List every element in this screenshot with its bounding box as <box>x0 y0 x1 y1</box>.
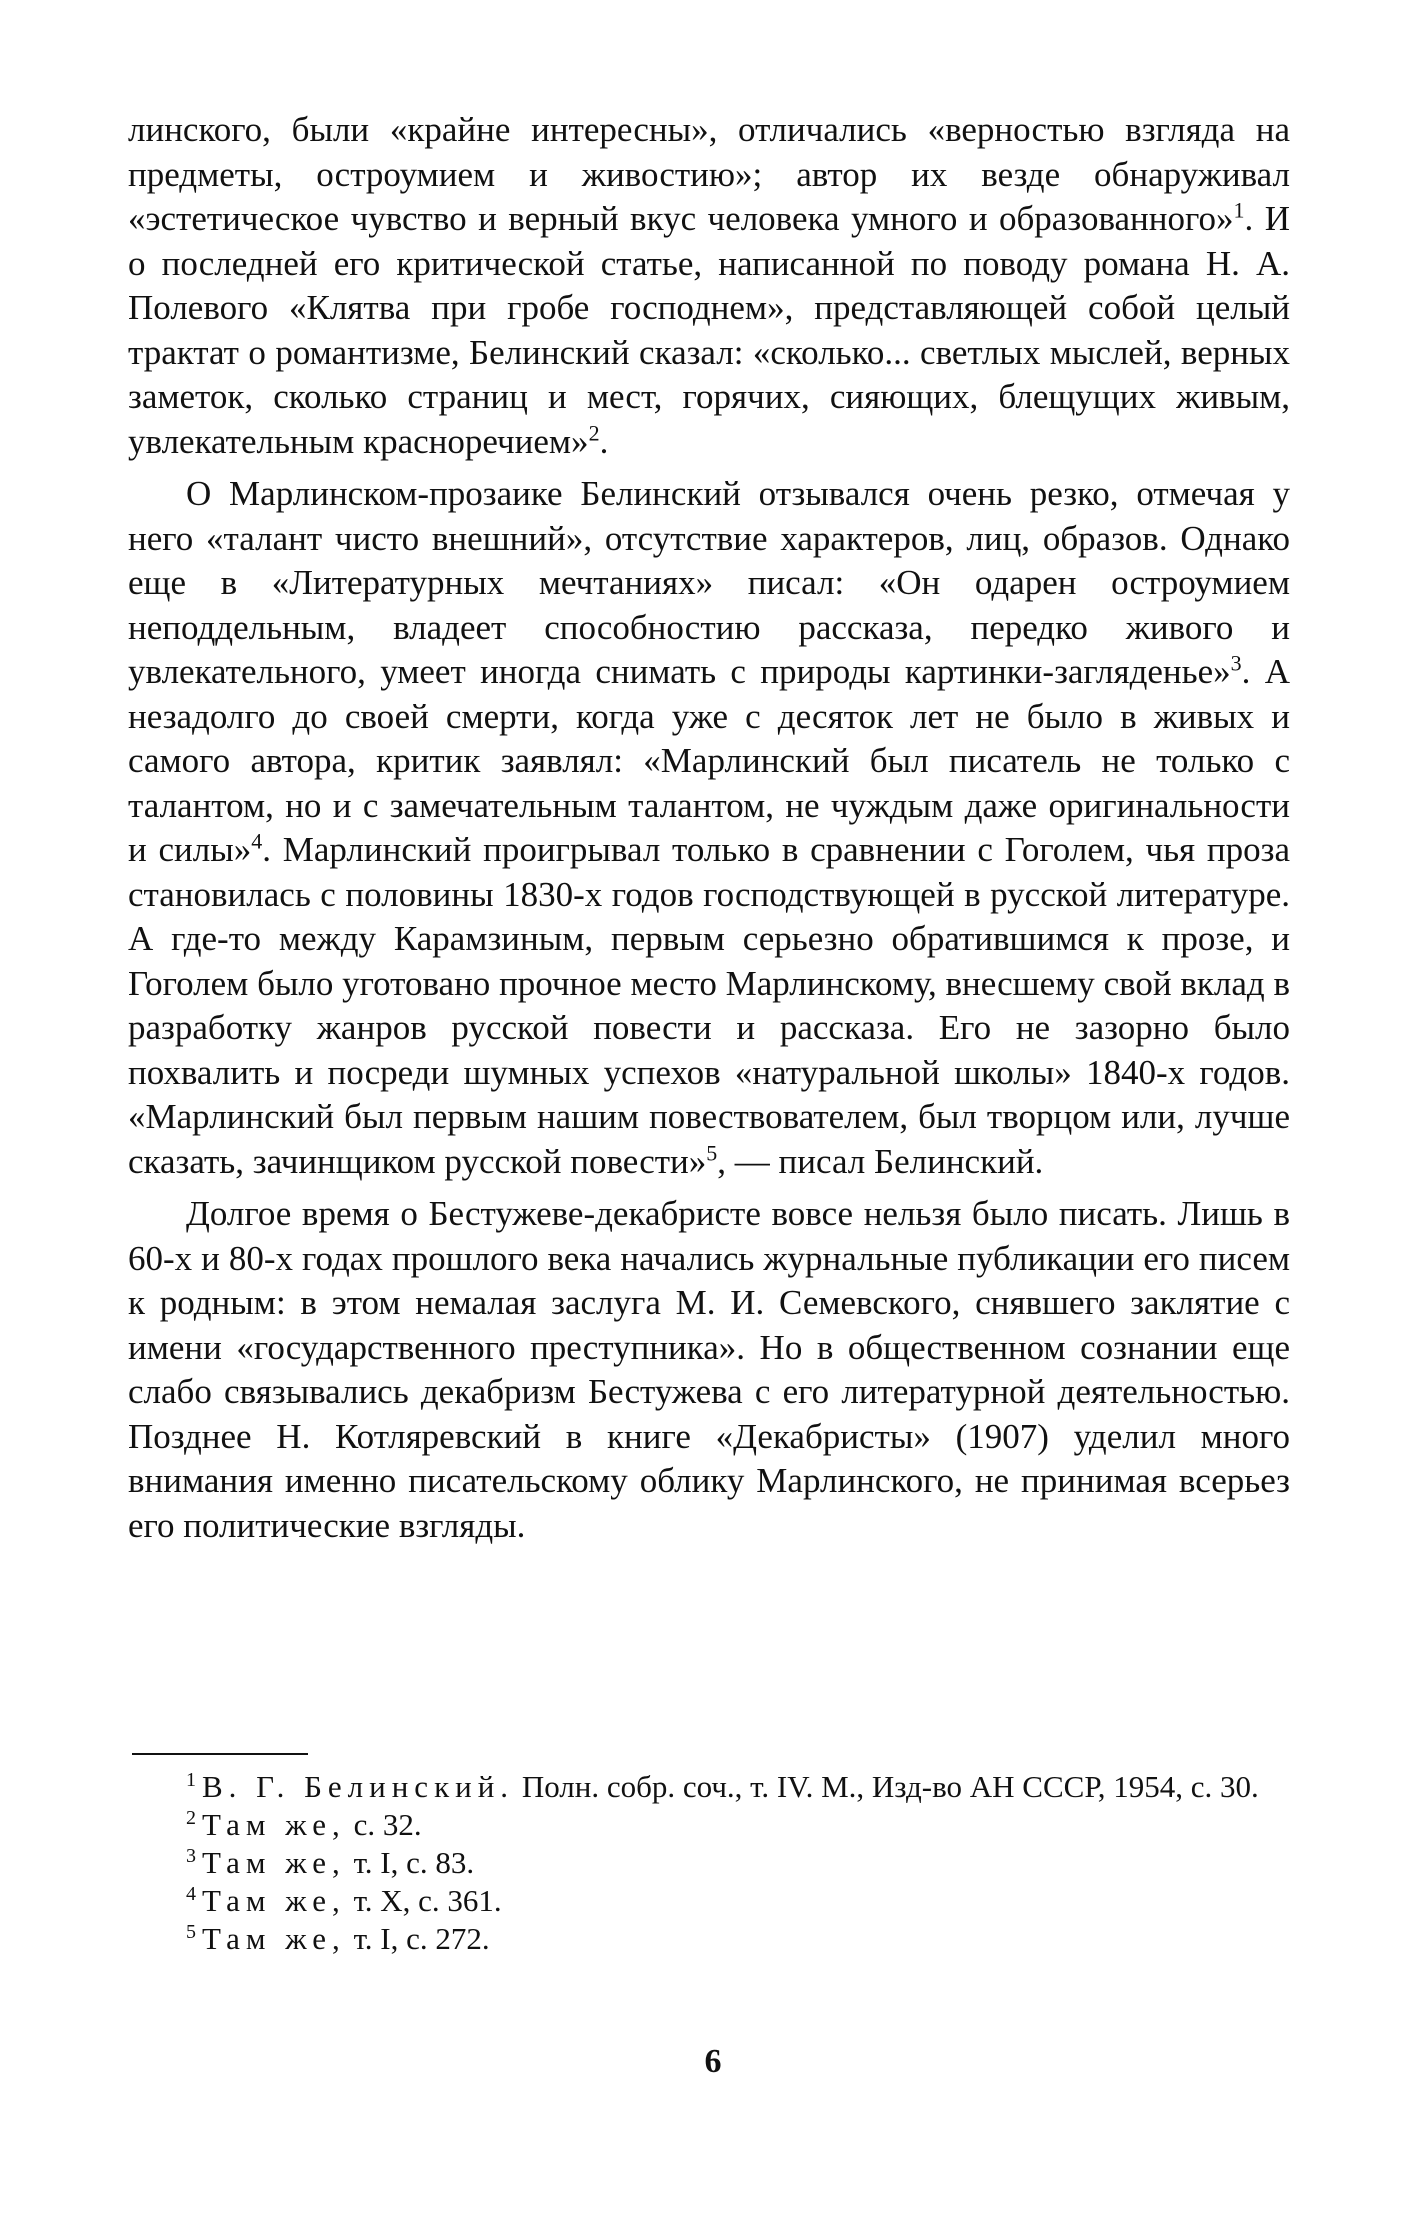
footnote-ibid: Там же, <box>202 1807 346 1842</box>
paragraph-text: линского, были «крайне интересны», отличались «верностью взгляда на предметы, остроумием и живостию»; автор их везде обнаруживал «эстетическое чувство и верный вкус человека умного и образованного» <box>128 110 1290 238</box>
footnote-ibid: Там же, <box>202 1921 346 1956</box>
footnote-text: Полн. собр. соч., т. IV. М., Изд-во АН СССР, 1954, с. 30. <box>514 1769 1259 1804</box>
paragraph-text: . <box>599 421 609 461</box>
main-text <box>128 108 1290 1548</box>
footnote-4 <box>128 1882 1290 1920</box>
footnote-author: В. Г. Белинский. <box>202 1769 515 1804</box>
footnote-1 <box>128 1768 1290 1806</box>
footnote-text: т. I, с. 83. <box>345 1845 475 1880</box>
footnote-ibid: Там же, <box>202 1883 346 1918</box>
footnote-5 <box>128 1920 1290 1958</box>
footnote-number: 3 <box>186 1844 196 1867</box>
footnote-text: т. X, с. 361. <box>345 1883 502 1918</box>
footnote-ref-3: 3 <box>1230 650 1242 676</box>
footnote-number: 4 <box>186 1882 196 1905</box>
footnote-number: 1 <box>186 1768 196 1791</box>
paragraph-2 <box>128 472 1290 1184</box>
footnote-number: 2 <box>186 1806 196 1829</box>
paragraph-text: О Марлинском-прозаике Белинский отзывался очень резко, отмечая у него «талант чисто внешний», отсутствие характеров, лиц, образов. Однако еще в «Литературных мечтаниях» писал: «Он одарен остроумием неподдельным, владеет способностию рассказа, передко живого и увлекательного, умеет иногда снимать с природы картинки-загляденье» <box>128 474 1290 691</box>
footnote-text: с. 32. <box>345 1807 422 1842</box>
paragraph-text: . И о последней его критической статье, написанной по поводу романа Н. А. Полевого «Клятва при гробе господнем», представляющей собой целый трактат о романтизме, Белинский сказал: «сколько... светлых мыслей, верных заметок, сколько страниц и мест, горячих, сияющих, блещущих живым, увлекательным красноречием» <box>128 199 1290 461</box>
paragraph-text: . А незадолго до своей смерти, когда уже с десяток лет не было в живых и самого автора, критик заявлял: «Марлинский был писатель не только с талантом, но и с замечательным талантом, не чуждым даже оригинальности и силы» <box>128 652 1291 869</box>
footnote-3 <box>128 1844 1290 1882</box>
footnote-2 <box>128 1806 1290 1844</box>
footnote-ref-2: 2 <box>588 419 600 445</box>
paragraph-text: . Марлинский проигрывал только в сравнении с Гоголем, чья проза становилась с половины 1830-х годов господствующей в русской литературе. А где-то между Карамзиным, первым серьезно обратившимся к прозе, и Гоголем было уготовано прочное место Марлинскому, внесшему свой вклад в разработку жанров русской повести и рассказа. Его не зазорно было похвалить и посреди шумных успехов «натуральной школы» 1840-х годов. «Марлинский был первым нашим повествователем, был творцом или, лучше сказать, зачинщиком русской повести» <box>128 830 1290 1181</box>
page-number: 6 <box>704 2043 722 2080</box>
paragraph-1 <box>128 108 1290 464</box>
footnote-ref-4: 4 <box>251 828 263 854</box>
footnote-text: т. I, с. 272. <box>345 1921 490 1956</box>
footnote-ref-5: 5 <box>706 1139 718 1165</box>
paragraph-text: , — писал Белинский. <box>717 1141 1044 1181</box>
footnotes <box>128 1768 1290 1958</box>
footnote-ibid: Там же, <box>202 1845 346 1880</box>
footnote-separator <box>132 1753 308 1755</box>
footnote-number: 5 <box>186 1920 196 1943</box>
paragraph-text: Долгое время о Бестужеве-декабристе вовсе нельзя было писать. Лишь в 60-х и 80-х годах прошлого века начались журнальные публикации его писем к родным: в этом немалая заслуга М. И. Семевского, снявшего заклятие с имени «государственного преступника». Но в общественном сознании еще слабо связывались декабризм Бестужева с его литературной деятельностью. Позднее Н. Котляревский в книге «Декабристы» (1907) уделил много внимания именно писательскому облику Марлинского, не принимая всерьез его политические взгляды. <box>128 1194 1290 1545</box>
paragraph-3 <box>128 1192 1290 1548</box>
footnote-ref-1: 1 <box>1233 197 1245 223</box>
